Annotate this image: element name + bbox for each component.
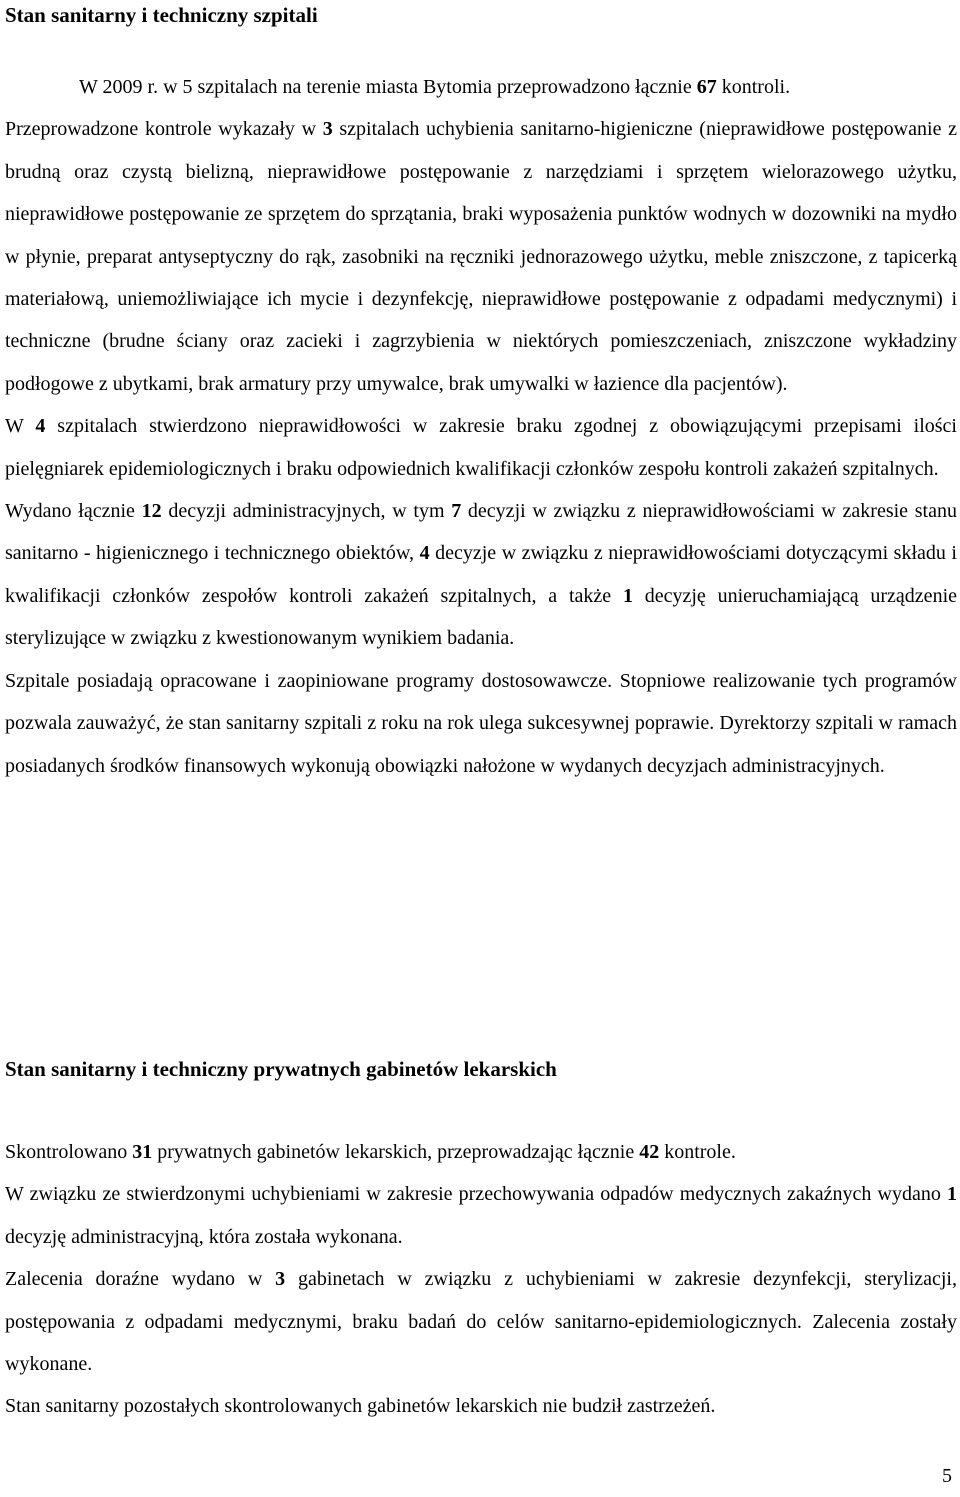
paragraph-recommendations: Zalecenia doraźne wydano w 3 gabinetach w związku z uchybieniami w zakresie dezynfekcji, sterylizacji, postępowania z odpadami medycznymi, braku badań do celów sanitarno-epidemiologicznych. Zalecenia zostały wykonane. xyxy=(5,1268,957,1376)
paragraph-inspected: Skontrolowano 31 prywatnych gabinetów lekarskich, przeprowadzając łącznie 42 kontrole. xyxy=(5,1141,736,1163)
paragraph-waste-decision: W związku ze stwierdzonymi uchybieniami w zakresie przechowywania odpadów medycznych zakaźnych wydano 1 decyzję administracyjną, która została wykonana. xyxy=(5,1183,957,1248)
paragraph-decisions: Wydano łącznie 12 decyzji administracyjnych, w tym 7 decyzji w związku z nieprawidłowościami w zakresie stanu sanitarno - higienicznego i technicznego obiektów, 4 decyzje w związku z nieprawidłowościami dotyczącymi składu i kwalifikacji członków zespołów kontroli zakażeń szpitalnych, a także 1 decyzję unieruchamiającą urządzenie sterylizujące w związku z kwestionowanym wynikiem badania. xyxy=(5,500,957,650)
section-body-hospitals xyxy=(5,66,957,787)
section-body-private-practices xyxy=(5,1131,957,1428)
section-title-hospitals: Stan sanitarny i techniczny szpitali xyxy=(5,3,318,27)
paragraph-programs: Szpitale posiadają opracowane i zaopiniowane programy dostosowawcze. Stopniowe realizowanie tych programów pozwala zauważyć, że stan sanitarny szpitali z roku na rok ulega sukcesywnej poprawie. Dyrektorzy szpitali w ramach posiadanych środków finansowych wykonują obowiązki nałożone w wydanych decyzjach administracyjnych. xyxy=(5,669,957,777)
paragraph-conclusion: Stan sanitarny pozostałych skontrolowanych gabinetów lekarskich nie budził zastrzeżeń. xyxy=(5,1395,716,1418)
paragraph-irregularities: Przeprowadzone kontrole wykazały w 3 szpitalach uchybienia sanitarno-higieniczne (nieprawidłowe postępowanie z brudną oraz czystą bielizną, nieprawidłowe postępowanie z narzędziami i sprzętem wielorazowego użytku, nieprawidłowe postępowanie ze sprzętem do sprzątania, braki wyposażenia punktów wodnych w dozowniki na mydło w płynie, preparat antyseptyczny do rąk, zasobniki na ręczniki jednorazowego użytku, meble zniszczone, z tapicerką materiałową, uniemożliwiające ich mycie i dezynfekcję, nieprawidłowe postępowanie z odpadami medycznymi) i techniczne (brudne ściany oraz zacieki i zagrzybienia w niektórych pomieszczeniach, zniszczone wykładziny podłogowe z ubytkami, brak armatury przy umywalce, brak umywalki w łazience dla pacjentów). xyxy=(5,118,957,395)
section-title-private-practices: Stan sanitarny i techniczny prywatnych gabinetów lekarskich xyxy=(5,1057,557,1081)
page-number: 5 xyxy=(942,1465,952,1487)
paragraph-epidemiology: W 4 szpitalach stwierdzono nieprawidłowości w zakresie braku zgodnej z obowiązującymi przepisami ilości pielęgniarek epidemiologicznych i braku odpowiednich kwalifikacji członków zespołu kontroli zakażeń szpitalnych. xyxy=(5,415,957,480)
paragraph-controls: W 2009 r. w 5 szpitalach na terenie miasta Bytomia przeprowadzono łącznie 67 kontroli. xyxy=(79,76,791,98)
